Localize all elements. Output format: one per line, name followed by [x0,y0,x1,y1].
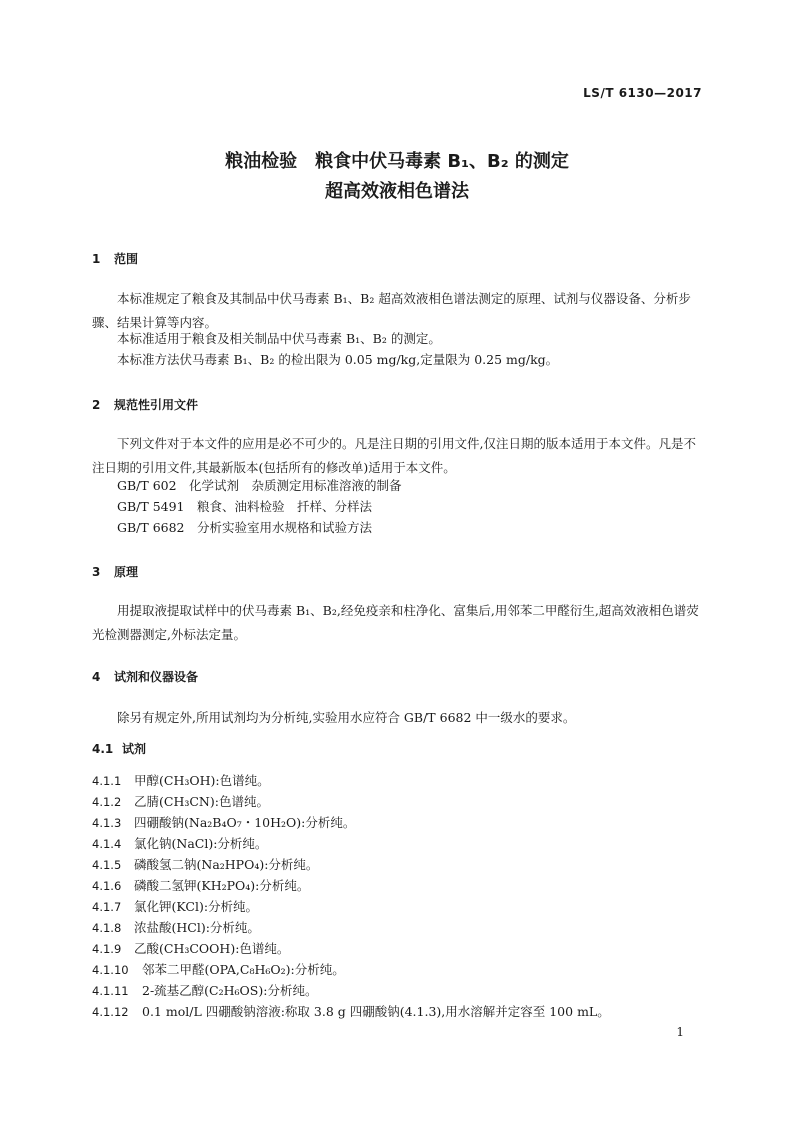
list-item [92,939,289,957]
item-number: 4.1.8 [92,921,122,935]
paragraph: 下列文件对于本文件的应用是必不可少的。凡是注日期的引用文件,仅注日期的版本适用于本文件。凡是不注日期的引用文件,其最新版本(包括所有的修改单)适用于本文件。 [92,436,696,475]
subsection-4-1-heading [92,740,146,757]
item-number: 4.1.7 [92,900,122,914]
item-text: 0.1 mol/L 四硼酸钠溶液:称取 3.8 g 四硼酸钠(4.1.3),用水溶解并定容至 100 mL。 [142,1004,610,1019]
item-number: 4.1.5 [92,858,122,872]
document-title-line1: 粮油检验 粮食中伏马毒素 B₁、B₂ 的测定 [225,151,569,172]
list-item [92,960,345,978]
item-text: 氯化钾(KCl):分析纯。 [134,899,259,914]
item-number: 4.1.6 [92,879,122,893]
section-title: 原理 [114,565,139,579]
item-text: 2-巯基乙醇(C₂H₆OS):分析纯。 [142,983,318,998]
paragraph: 除另有规定外,所用试剂均为分析纯,实验用水应符合 GB/T 6682 中一级水的要求。 [117,710,576,725]
item-text: 甲醇(CH₃OH):色谱纯。 [134,773,270,788]
item-number: 4.1.1 [92,774,122,788]
section-title: 范围 [114,252,139,266]
item-text: 乙腈(CH₃CN):色谱纯。 [134,794,269,809]
item-number: 4.1.10 [92,963,129,977]
item-text: 乙酸(CH₃COOH):色谱纯。 [134,941,290,956]
list-item [92,897,258,915]
standard-number: LS/T 6130—2017 [583,86,702,100]
list-item [92,855,318,873]
section-number: 3 [92,565,101,579]
reference-item: GB/T 6682 分析实验室用水规格和试验方法 [117,520,373,535]
list-item [92,813,355,831]
item-number: 4.1.11 [92,984,129,998]
list-item [92,918,260,936]
item-number: 4.1.3 [92,816,122,830]
list-item [92,876,309,894]
item-text: 邻苯二甲醛(OPA,C₈H₆O₂):分析纯。 [142,962,345,977]
paragraph: 本标准规定了粮食及其制品中伏马毒素 B₁、B₂ 超高效液相色谱法测定的原理、试剂与仪器设备、分析步骤、结果计算等内容。 [92,291,691,330]
section-title: 规范性引用文件 [114,398,199,412]
section-2-heading [92,396,198,413]
list-item [92,834,267,852]
reference-item: GB/T 602 化学试剂 杂质测定用标准溶液的制备 [117,478,402,493]
subsection-title: 试剂 [122,742,147,756]
list-item [92,771,270,789]
list-item [92,981,317,999]
section-3-heading [92,563,138,580]
item-number: 4.1.12 [92,1005,129,1019]
section-1-heading [92,250,138,267]
subsection-number: 4.1 [92,742,114,756]
section-title: 试剂和仪器设备 [114,670,199,684]
item-number: 4.1.9 [92,942,122,956]
item-number: 4.1.2 [92,795,122,809]
item-text: 磷酸二氢钾(KH₂PO₄):分析纯。 [134,878,310,893]
list-item [92,792,269,810]
item-text: 浓盐酸(HCl):分析纯。 [134,920,260,935]
item-number: 4.1.4 [92,837,122,851]
list-item [92,1002,610,1020]
item-text: 四硼酸钠(Na₂B₄O₇・10H₂O):分析纯。 [134,815,356,830]
document-title-line2: 超高效液相色谱法 [325,181,469,202]
section-number: 4 [92,670,101,684]
section-number: 1 [92,252,101,266]
page-number: 1 [676,1025,684,1039]
section-number: 2 [92,398,101,412]
item-text: 氯化钠(NaCl):分析纯。 [134,836,268,851]
paragraph: 用提取液提取试样中的伏马毒素 B₁、B₂,经免疫亲和柱净化、富集后,用邻苯二甲醛衍生,超高效液相色谱荧光检测器测定,外标法定量。 [92,603,699,642]
item-text: 磷酸氢二钠(Na₂HPO₄):分析纯。 [134,857,319,872]
paragraph: 本标准适用于粮食及相关制品中伏马毒素 B₁、B₂ 的测定。 [117,331,441,346]
paragraph: 本标准方法伏马毒素 B₁、B₂ 的检出限为 0.05 mg/kg,定量限为 0.25 mg/kg。 [117,352,559,367]
reference-item: GB/T 5491 粮食、油料检验 扦样、分样法 [117,499,373,514]
section-4-heading [92,668,198,685]
